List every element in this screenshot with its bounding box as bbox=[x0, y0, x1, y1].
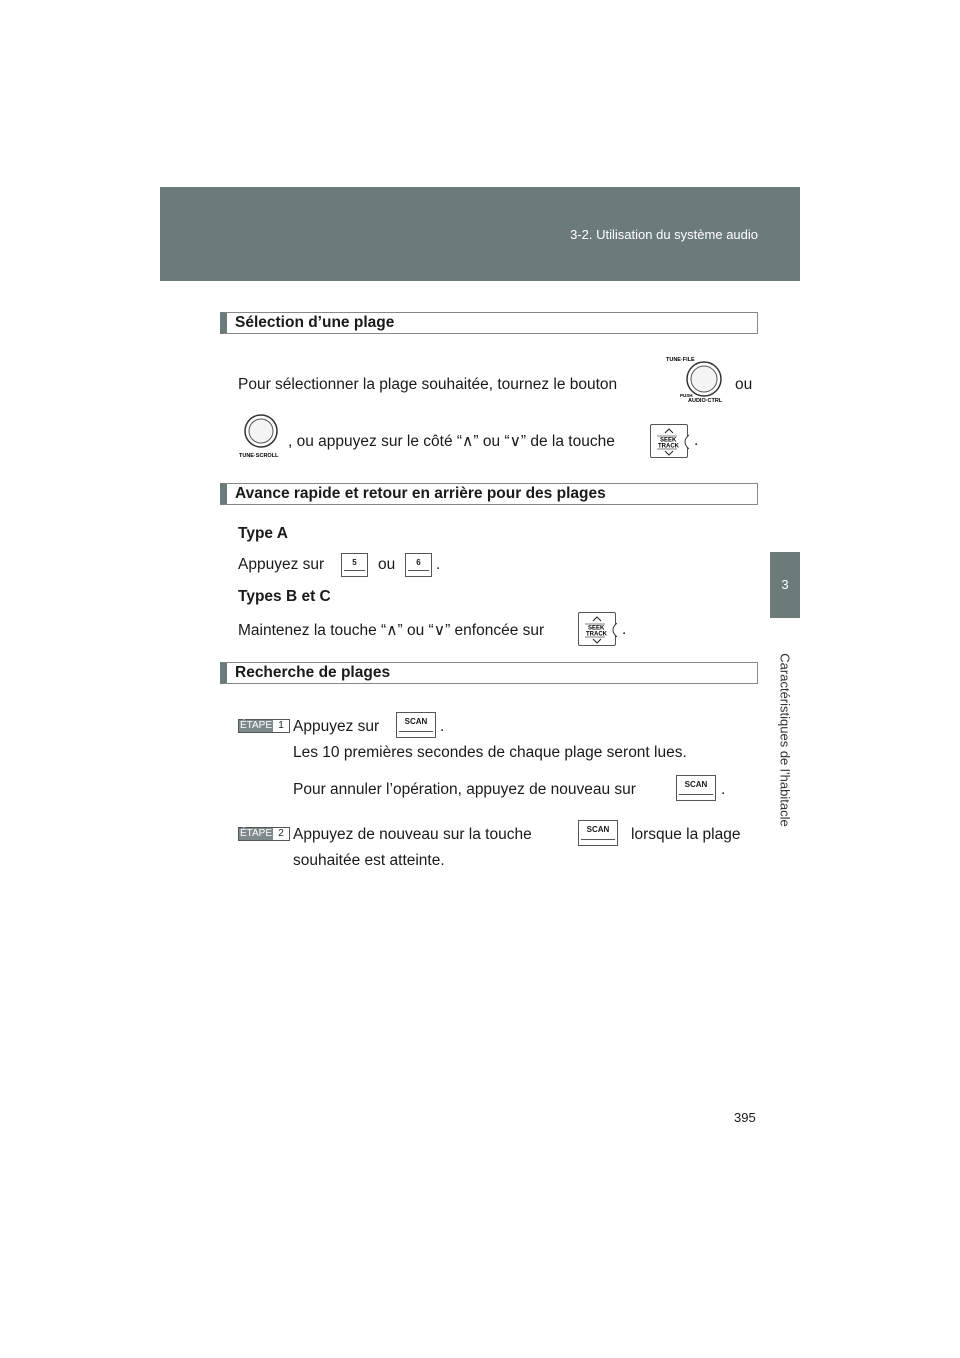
step2-text-a: Appuyez de nouveau sur la touche bbox=[293, 826, 532, 843]
track-label-2: TRACK bbox=[586, 631, 607, 638]
page-number: 395 bbox=[734, 1110, 756, 1125]
push-label: PUSH bbox=[680, 393, 693, 398]
step1-line2: Les 10 premières secondes de chaque plage seront lues. bbox=[293, 744, 687, 761]
section-heading-fast: Avance rapide et retour en arrière pour des plages bbox=[220, 483, 758, 505]
chapter-tab: 3 bbox=[770, 552, 800, 618]
tune-file-label: TUNE·FILE bbox=[666, 357, 695, 363]
tune-scroll-knob-icon bbox=[236, 410, 286, 465]
step1-period: . bbox=[440, 718, 445, 735]
type-a-label: Type A bbox=[238, 525, 288, 542]
seek-label: SEEK bbox=[660, 437, 677, 444]
step-1-badge: ÉTAPE 1 bbox=[238, 719, 290, 733]
key-6-icon: 6 bbox=[405, 553, 432, 577]
section-heading-select: Sélection d’une plage bbox=[220, 312, 758, 334]
step1-line3: Pour annuler l’opération, appuyez de nouveau sur bbox=[293, 781, 636, 798]
seek-label-2: SEEK bbox=[588, 625, 605, 632]
step2-text-b: lorsque la plage bbox=[631, 826, 741, 843]
header-section-title: 3-2. Utilisation du système audio bbox=[570, 227, 758, 242]
tune-file-knob-icon bbox=[652, 353, 730, 410]
section-heading-search: Recherche de plages bbox=[220, 662, 758, 684]
types-bc-label: Types B et C bbox=[238, 588, 331, 605]
chapter-title: Caractéristiques de l’habitacle bbox=[777, 653, 793, 827]
fast-press-text: Appuyez sur bbox=[238, 556, 325, 573]
scan-key-icon-2: SCAN bbox=[676, 775, 716, 801]
step-2-badge: ÉTAPE 2 bbox=[238, 827, 290, 841]
fast-period: . bbox=[436, 556, 441, 573]
fast-hold-text: Maintenez la touche “∧” ou “∨” enfoncée sur bbox=[238, 622, 545, 639]
seek-track-key-icon bbox=[650, 424, 688, 458]
select-text-or: ou bbox=[735, 376, 753, 393]
audio-ctrl-label: AUDIO·CTRL bbox=[688, 398, 723, 404]
tune-scroll-label: TUNE·SCROLL bbox=[239, 453, 279, 459]
select-text-line2: , ou appuyez sur le côté “∧” ou “∨” de la touche bbox=[288, 433, 615, 450]
step1-period-2: . bbox=[721, 781, 726, 798]
select-period: . bbox=[694, 432, 699, 449]
step1-text: Appuyez sur bbox=[293, 718, 380, 735]
track-label: TRACK bbox=[658, 443, 679, 450]
scan-key-icon: SCAN bbox=[396, 712, 436, 738]
key-5-icon: 5 bbox=[341, 553, 368, 577]
scan-key-icon-3: SCAN bbox=[578, 820, 618, 846]
select-text-line1: Pour sélectionner la plage souhaitée, tournez le bouton bbox=[238, 376, 618, 393]
page-header bbox=[160, 187, 800, 281]
fast-period-2: . bbox=[622, 621, 627, 638]
seek-track-key-icon-2 bbox=[578, 612, 616, 646]
fast-or-text: ou bbox=[378, 556, 396, 573]
step2-line2: souhaitée est atteinte. bbox=[293, 852, 445, 869]
